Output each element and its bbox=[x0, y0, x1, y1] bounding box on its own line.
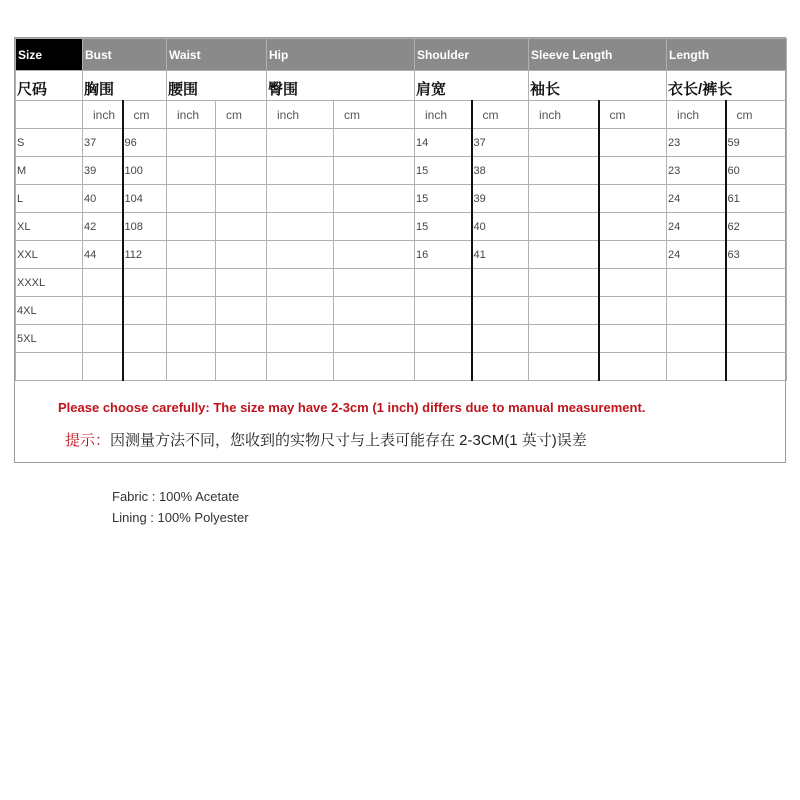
cell-length-cm bbox=[726, 353, 787, 381]
header-cn-length: 衣长/裤长 bbox=[667, 71, 787, 101]
cell-length-cm: 59 bbox=[726, 129, 787, 157]
cell-sleeve-inch bbox=[529, 297, 599, 325]
unit-inch: inch bbox=[415, 101, 472, 129]
chinese-header-row bbox=[16, 71, 787, 101]
cell-waist-cm bbox=[216, 297, 267, 325]
cell-shoulder-cm: 39 bbox=[472, 185, 529, 213]
cell-sleeve-inch bbox=[529, 325, 599, 353]
unit-cm: cm bbox=[726, 101, 787, 129]
english-header-row bbox=[16, 39, 787, 71]
cell-length-inch: 23 bbox=[667, 129, 726, 157]
cell-size: 4XL bbox=[16, 297, 83, 325]
cell-sleeve-cm bbox=[599, 325, 667, 353]
cell-waist-inch bbox=[167, 213, 216, 241]
cell-sleeve-cm bbox=[599, 269, 667, 297]
table-row bbox=[16, 213, 787, 241]
cell-bust-inch bbox=[83, 325, 123, 353]
cell-size: M bbox=[16, 157, 83, 185]
fabric-info bbox=[112, 486, 249, 528]
cell-hip-inch bbox=[267, 213, 334, 241]
cell-length-cm: 60 bbox=[726, 157, 787, 185]
unit-inch: inch bbox=[529, 101, 599, 129]
cell-waist-inch bbox=[167, 185, 216, 213]
cell-bust-cm: 112 bbox=[123, 241, 167, 269]
unit-inch: inch bbox=[267, 101, 334, 129]
header-length: Length bbox=[667, 39, 787, 71]
header-shoulder: Shoulder bbox=[415, 39, 529, 71]
cell-shoulder-inch bbox=[415, 325, 472, 353]
table-row bbox=[16, 353, 787, 381]
size-rows bbox=[16, 129, 787, 381]
cell-sleeve-inch bbox=[529, 269, 599, 297]
cell-waist-cm bbox=[216, 241, 267, 269]
unit-cm: cm bbox=[599, 101, 667, 129]
cell-hip-inch bbox=[267, 325, 334, 353]
unit-cm: cm bbox=[472, 101, 529, 129]
table-row bbox=[16, 297, 787, 325]
unit-cm: cm bbox=[334, 101, 415, 129]
cell-sleeve-cm bbox=[599, 129, 667, 157]
cell-bust-cm bbox=[123, 353, 167, 381]
cell-waist-cm bbox=[216, 325, 267, 353]
header-sleeve-length: Sleeve Length bbox=[529, 39, 667, 71]
cell-length-cm: 63 bbox=[726, 241, 787, 269]
cell-bust-cm: 96 bbox=[123, 129, 167, 157]
unit-row bbox=[16, 101, 787, 129]
cell-length-cm: 61 bbox=[726, 185, 787, 213]
cell-waist-cm bbox=[216, 269, 267, 297]
cell-hip-cm bbox=[334, 157, 415, 185]
cell-size bbox=[16, 353, 83, 381]
cell-hip-inch bbox=[267, 185, 334, 213]
cell-sleeve-cm bbox=[599, 213, 667, 241]
cell-sleeve-cm bbox=[599, 297, 667, 325]
cell-length-cm bbox=[726, 269, 787, 297]
cell-length-cm: 62 bbox=[726, 213, 787, 241]
cell-sleeve-cm bbox=[599, 241, 667, 269]
cell-bust-cm: 104 bbox=[123, 185, 167, 213]
header-cn-waist: 腰围 bbox=[167, 71, 267, 101]
unit-blank bbox=[16, 101, 83, 129]
note-chinese bbox=[65, 429, 587, 450]
cell-sleeve-inch bbox=[529, 157, 599, 185]
size-chart bbox=[14, 37, 786, 463]
cell-hip-cm bbox=[334, 353, 415, 381]
cell-length-inch: 23 bbox=[667, 157, 726, 185]
cell-bust-cm bbox=[123, 325, 167, 353]
cell-hip-cm bbox=[334, 129, 415, 157]
cell-hip-cm bbox=[334, 297, 415, 325]
cell-shoulder-cm: 37 bbox=[472, 129, 529, 157]
header-bust: Bust bbox=[83, 39, 167, 71]
unit-cm: cm bbox=[216, 101, 267, 129]
header-cn-size: 尺码 bbox=[16, 71, 83, 101]
header-cn-sleeve: 袖长 bbox=[529, 71, 667, 101]
header-size: Size bbox=[16, 39, 83, 71]
cell-shoulder-inch: 15 bbox=[415, 213, 472, 241]
table-row bbox=[16, 241, 787, 269]
cell-hip-cm bbox=[334, 213, 415, 241]
cell-bust-inch bbox=[83, 353, 123, 381]
table-row bbox=[16, 269, 787, 297]
cell-size: XL bbox=[16, 213, 83, 241]
unit-cm: cm bbox=[123, 101, 167, 129]
cell-bust-inch: 39 bbox=[83, 157, 123, 185]
cell-size: XXL bbox=[16, 241, 83, 269]
header-cn-shoulder: 肩宽 bbox=[415, 71, 529, 101]
cell-waist-inch bbox=[167, 129, 216, 157]
cell-shoulder-cm bbox=[472, 353, 529, 381]
note-chinese-label: 提示： bbox=[65, 432, 111, 449]
note-chinese-text: 因测量方法不同，您收到的实物尺寸与上表可能存在 2-3CM(1 英寸)误差 bbox=[110, 432, 587, 449]
size-table bbox=[15, 38, 787, 381]
cell-hip-inch bbox=[267, 241, 334, 269]
cell-hip-cm bbox=[334, 185, 415, 213]
cell-waist-inch bbox=[167, 241, 216, 269]
cell-sleeve-cm bbox=[599, 185, 667, 213]
cell-sleeve-cm bbox=[599, 157, 667, 185]
cell-shoulder-cm bbox=[472, 297, 529, 325]
cell-hip-cm bbox=[334, 269, 415, 297]
cell-shoulder-inch: 15 bbox=[415, 157, 472, 185]
cell-length-cm bbox=[726, 325, 787, 353]
cell-bust-cm: 100 bbox=[123, 157, 167, 185]
cell-hip-inch bbox=[267, 157, 334, 185]
cell-size: S bbox=[16, 129, 83, 157]
cell-waist-inch bbox=[167, 325, 216, 353]
cell-bust-inch: 37 bbox=[83, 129, 123, 157]
cell-bust-cm bbox=[123, 297, 167, 325]
cell-shoulder-cm bbox=[472, 269, 529, 297]
unit-inch: inch bbox=[83, 101, 123, 129]
cell-length-inch bbox=[667, 353, 726, 381]
table-row bbox=[16, 325, 787, 353]
cell-size: 5XL bbox=[16, 325, 83, 353]
cell-waist-inch bbox=[167, 157, 216, 185]
cell-waist-cm bbox=[216, 213, 267, 241]
cell-length-inch bbox=[667, 269, 726, 297]
cell-length-inch: 24 bbox=[667, 185, 726, 213]
cell-shoulder-inch: 14 bbox=[415, 129, 472, 157]
cell-length-inch: 24 bbox=[667, 241, 726, 269]
cell-length-inch bbox=[667, 297, 726, 325]
cell-waist-inch bbox=[167, 297, 216, 325]
cell-bust-cm bbox=[123, 269, 167, 297]
header-waist: Waist bbox=[167, 39, 267, 71]
lining-line: Lining : 100% Polyester bbox=[112, 510, 249, 525]
cell-waist-cm bbox=[216, 129, 267, 157]
note-english: Please choose carefully: The size may have 2-3cm (1 inch) differs due to manual measurement. bbox=[58, 400, 646, 415]
cell-bust-inch bbox=[83, 297, 123, 325]
cell-shoulder-inch: 16 bbox=[415, 241, 472, 269]
cell-shoulder-cm: 38 bbox=[472, 157, 529, 185]
table-row bbox=[16, 129, 787, 157]
cell-hip-inch bbox=[267, 129, 334, 157]
cell-sleeve-cm bbox=[599, 353, 667, 381]
cell-bust-inch bbox=[83, 269, 123, 297]
cell-waist-cm bbox=[216, 353, 267, 381]
cell-waist-inch bbox=[167, 269, 216, 297]
cell-shoulder-cm bbox=[472, 325, 529, 353]
cell-size: XXXL bbox=[16, 269, 83, 297]
cell-waist-cm bbox=[216, 185, 267, 213]
cell-bust-cm: 108 bbox=[123, 213, 167, 241]
header-cn-hip: 臀围 bbox=[267, 71, 415, 101]
cell-size: L bbox=[16, 185, 83, 213]
table-row bbox=[16, 157, 787, 185]
cell-bust-inch: 42 bbox=[83, 213, 123, 241]
cell-sleeve-inch bbox=[529, 185, 599, 213]
cell-bust-inch: 40 bbox=[83, 185, 123, 213]
cell-hip-inch bbox=[267, 269, 334, 297]
measurement-note bbox=[15, 392, 785, 463]
unit-inch: inch bbox=[167, 101, 216, 129]
fabric-line: Fabric : 100% Acetate bbox=[112, 489, 240, 504]
cell-hip-inch bbox=[267, 297, 334, 325]
cell-shoulder-inch bbox=[415, 269, 472, 297]
cell-waist-inch bbox=[167, 353, 216, 381]
cell-sleeve-inch bbox=[529, 353, 599, 381]
cell-shoulder-cm: 40 bbox=[472, 213, 529, 241]
cell-sleeve-inch bbox=[529, 241, 599, 269]
header-hip: Hip bbox=[267, 39, 415, 71]
cell-waist-cm bbox=[216, 157, 267, 185]
cell-hip-inch bbox=[267, 353, 334, 381]
cell-bust-inch: 44 bbox=[83, 241, 123, 269]
cell-length-inch: 24 bbox=[667, 213, 726, 241]
cell-sleeve-inch bbox=[529, 129, 599, 157]
cell-sleeve-inch bbox=[529, 213, 599, 241]
cell-hip-cm bbox=[334, 241, 415, 269]
cell-shoulder-inch bbox=[415, 353, 472, 381]
table-row bbox=[16, 185, 787, 213]
unit-inch: inch bbox=[667, 101, 726, 129]
cell-shoulder-cm: 41 bbox=[472, 241, 529, 269]
cell-shoulder-inch bbox=[415, 297, 472, 325]
cell-shoulder-inch: 15 bbox=[415, 185, 472, 213]
header-cn-bust: 胸围 bbox=[83, 71, 167, 101]
cell-length-cm bbox=[726, 297, 787, 325]
cell-length-inch bbox=[667, 325, 726, 353]
cell-hip-cm bbox=[334, 325, 415, 353]
